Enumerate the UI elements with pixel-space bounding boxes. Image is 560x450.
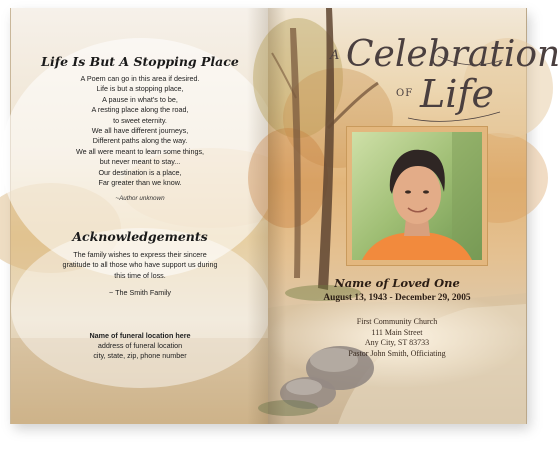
location-city: city, state, zip, phone number bbox=[93, 351, 187, 360]
life-dates: August 13, 1943 - December 29, 2005 bbox=[323, 293, 471, 303]
service-details bbox=[268, 317, 526, 359]
title-celebration: Celebration bbox=[346, 34, 560, 75]
title-of: OF bbox=[396, 88, 414, 99]
title-a: A bbox=[330, 48, 340, 63]
poem-line: Far greater than we know. bbox=[98, 178, 182, 188]
poem-title: Life Is But A Stopping Place bbox=[41, 54, 239, 69]
funeral-location bbox=[11, 331, 269, 361]
poem-line: Different paths along the way. bbox=[92, 136, 188, 146]
inner-left-panel bbox=[10, 8, 269, 424]
location-address: address of funeral location bbox=[97, 341, 183, 350]
church-name: First Community Church bbox=[356, 317, 438, 326]
acknowledgements-text bbox=[11, 250, 269, 281]
portrait-image bbox=[352, 132, 482, 260]
poem-line: A resting place along the road, bbox=[91, 105, 189, 115]
ack-line: gratitude to all those who have support us during bbox=[62, 260, 218, 270]
church-street: 111 Main Street bbox=[371, 327, 423, 337]
ack-line: The family wishes to express their sincere bbox=[73, 250, 207, 259]
poem-line: Life is but a stopping place, bbox=[96, 84, 184, 94]
title-life: Life bbox=[420, 72, 494, 116]
poem-author: ~Author unknown bbox=[115, 195, 165, 202]
inner-background-art bbox=[11, 8, 269, 424]
location-name: Name of funeral location here bbox=[89, 331, 191, 340]
acknowledgements-title: Acknowledgements bbox=[72, 229, 208, 244]
poem-line: Our destination is a place, bbox=[98, 167, 182, 177]
poem-line: to sweet eternity. bbox=[113, 115, 167, 125]
portrait-photo bbox=[352, 132, 482, 260]
officiant: Pastor John Smith, Officiating bbox=[348, 348, 446, 358]
loved-one-name: Name of Loved One bbox=[334, 276, 460, 290]
poem-line: but never meant to stay... bbox=[99, 157, 181, 167]
poem-text bbox=[11, 74, 269, 188]
poem-line: We all were meant to learn some things, bbox=[75, 146, 205, 156]
ack-line: this time of loss. bbox=[114, 270, 166, 280]
poem-line: A Poem can go in this area if desired. bbox=[80, 74, 200, 83]
acknowledgements-signature: ~ The Smith Family bbox=[109, 288, 171, 297]
poem-line: A pause in what's to be, bbox=[102, 94, 178, 104]
cover-panel bbox=[268, 8, 560, 424]
poem-line: We all have different journeys, bbox=[91, 126, 189, 136]
church-city: Any City, ST 83733 bbox=[364, 338, 430, 348]
